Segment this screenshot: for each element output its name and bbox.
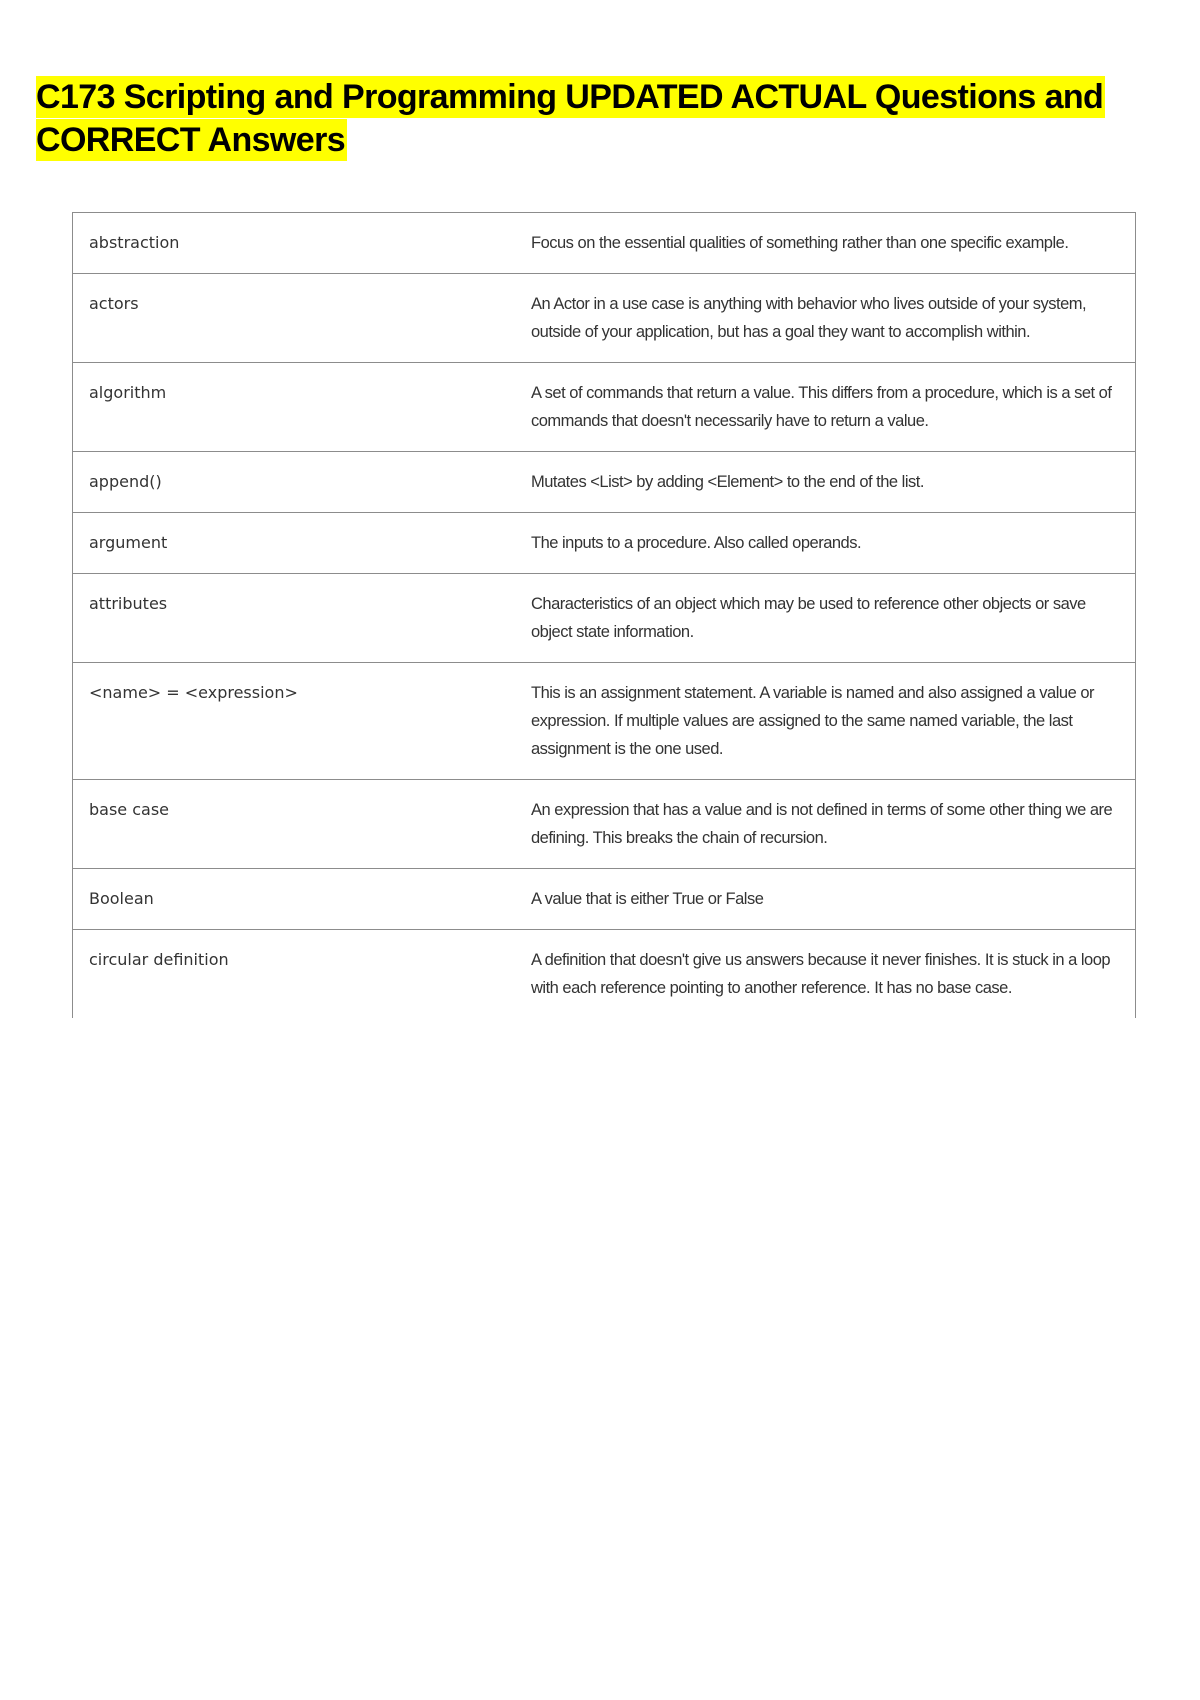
table-row [73, 452, 1136, 513]
table-row [73, 213, 1136, 274]
term-cell: append() [73, 452, 516, 513]
term-cell: base case [73, 780, 516, 869]
definition-cell: A value that is either True or False [515, 869, 1136, 930]
term-cell: <name> = <expression> [73, 663, 516, 780]
term-cell: actors [73, 274, 516, 363]
title-highlight: C173 Scripting and Programming UPDATED ACTUAL Questions and CORRECT Answers [36, 78, 1104, 159]
term-cell: circular definition [73, 930, 516, 1019]
definition-cell: Focus on the essential qualities of something rather than one specific example. [515, 213, 1136, 274]
terms-table [72, 212, 1136, 1018]
term-cell: Boolean [73, 869, 516, 930]
definition-cell: An expression that has a value and is not defined in terms of some other thing we are defining. This breaks the chain of recursion. [515, 780, 1136, 869]
definition-cell: Mutates <List> by adding <Element> to the end of the list. [515, 452, 1136, 513]
term-cell: argument [73, 513, 516, 574]
term-cell: algorithm [73, 363, 516, 452]
table-row [73, 513, 1136, 574]
table-row [73, 363, 1136, 452]
terms-table-container [72, 212, 1136, 1052]
term-cell: abstraction [73, 213, 516, 274]
table-row [73, 274, 1136, 363]
definition-cell: Characteristics of an object which may be used to reference other objects or save object state information. [515, 574, 1136, 663]
table-row [73, 574, 1136, 663]
table-row [73, 930, 1136, 1019]
definition-cell: The inputs to a procedure. Also called operands. [515, 513, 1136, 574]
term-cell: attributes [73, 574, 516, 663]
table-row [73, 663, 1136, 780]
document-title [36, 76, 1146, 162]
table-row [73, 869, 1136, 930]
definition-cell: A definition that doesn't give us answers because it never finishes. It is stuck in a loop with each reference pointing to another reference. It has no base case. [515, 930, 1136, 1019]
definition-cell: A set of commands that return a value. This differs from a procedure, which is a set of commands that doesn't necessarily have to return a value. [515, 363, 1136, 452]
definition-cell: An Actor in a use case is anything with behavior who lives outside of your system, outside of your application, but has a goal they want to accomplish within. [515, 274, 1136, 363]
table-row [73, 780, 1136, 869]
definition-cell: This is an assignment statement. A variable is named and also assigned a value or expression. If multiple values are assigned to the same named variable, the last assignment is the one used. [515, 663, 1136, 780]
